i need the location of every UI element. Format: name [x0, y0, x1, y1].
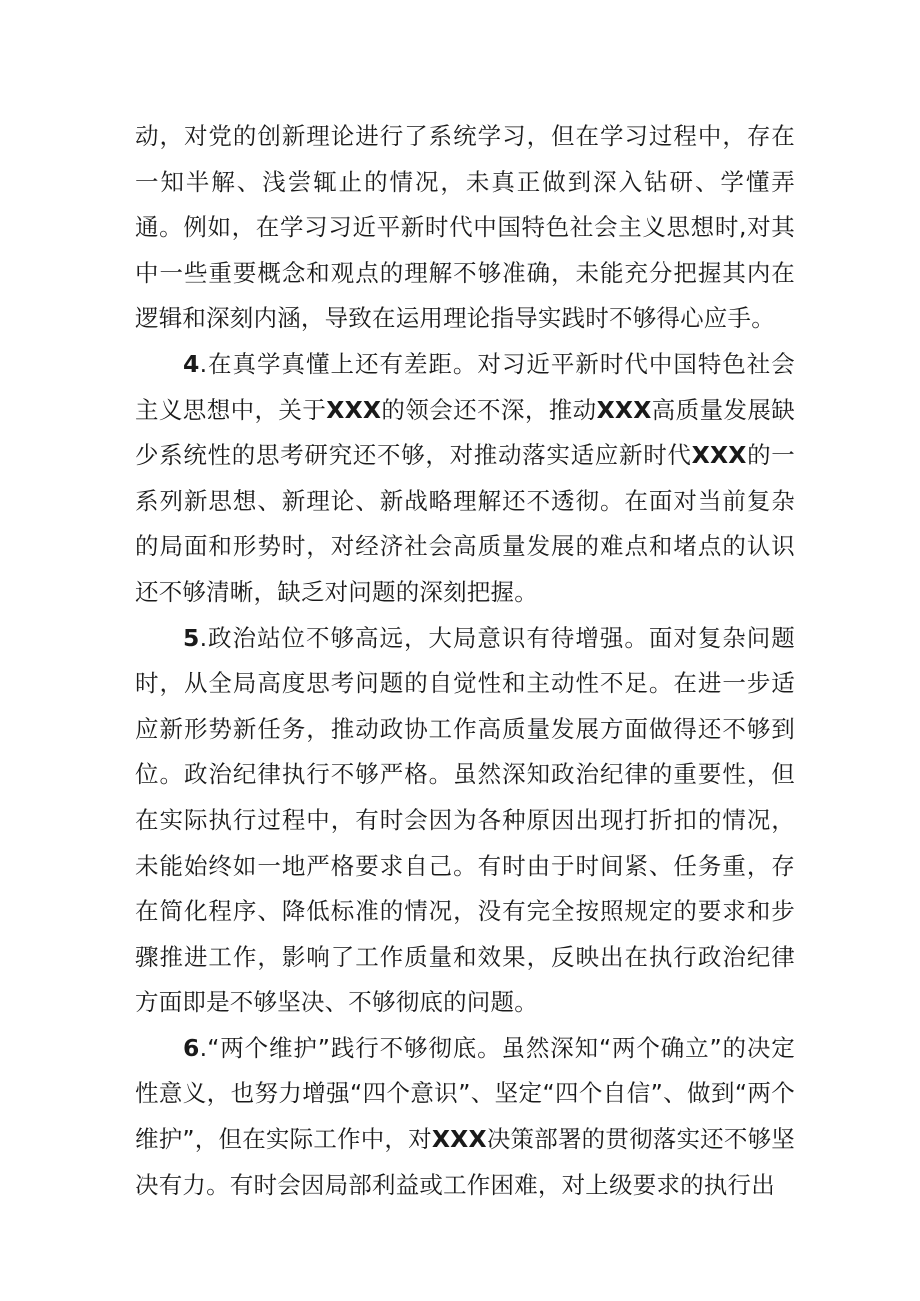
paragraph-item-6 [135, 1026, 795, 1208]
paragraph-text: 决策部署的贯彻落实还不够坚决有力。有时会因局部利益或工作困难，对上级要求的执行出 [135, 1125, 795, 1199]
paragraph-continuation [135, 114, 795, 342]
item-number: 6 [183, 1033, 200, 1062]
paragraph-item-5 [135, 616, 795, 1026]
placeholder-xxx: XXX [691, 441, 747, 470]
paragraph-text: .在真学真懂上还有差距。对习近平新时代中国特色社会主义思想中，关于 [135, 349, 795, 424]
item-number: 5 [183, 623, 200, 652]
paragraph-text: .政治站位不够高远，大局意识有待增强。面对复杂问题时，从全局高度思考问题的自觉性和主动性不足。在进一步适应新形势新任务，推动政协工作高质量发展方面做得还不够到位。政治纪律执行不够严格。虽然深知政治纪律的重要性，但在实际执行过程中，有时会因为各种原因出现打折扣的情况，未能始终如一地严格要求自己。有时由于时间紧、任务重，存在简化程序、降低标准的情况，没有完全按照规定的要求和步骤推进工作，影响了工作质量和效果，反映出在执行政治纪律方面即是不够坚决、不够彻底的问题。 [135, 623, 795, 1017]
paragraph-text: 高质量发展缺少系统性的思考研究还不够，对推动落实适应新时代 [135, 395, 795, 470]
paragraph-text: 的领会还不深，推动 [381, 395, 597, 424]
paragraph-text: .“两个维护”践行不够彻底。虽然深知“两个确立”的决定性意义，也努力增强“四个意识”、坚定“四个自信”、做到“两个维护”，但在实际工作中，对 [135, 1033, 795, 1154]
paragraph-text: 的一系列新思想、新理论、新战略理解还不透彻。在面对当前复杂的局面和形势时，对经济社会高质量发展的难点和堵点的认识还不够清晰，缺乏对问题的深刻把握。 [135, 441, 795, 606]
placeholder-xxx: XXX [596, 395, 652, 424]
paragraph-text: 动，对党的创新理论进行了系统学习，但在学习过程中，存在一知半解、浅尝辄止的情况，未真正做到深入钻研、学懂弄通。例如，在学习习近平新时代中国特色社会主义思想时,对其中一些重要概念和观点的理解不够准确，未能充分把握其内在逻辑和深刻内涵，导致在运用理论指导实践时不够得心应手。 [135, 122, 795, 333]
placeholder-xxx: XXX [326, 395, 382, 424]
placeholder-xxx: XXX [431, 1125, 487, 1154]
paragraph-item-4 [135, 342, 795, 616]
item-number: 4 [183, 349, 200, 378]
document-page [135, 114, 795, 1208]
